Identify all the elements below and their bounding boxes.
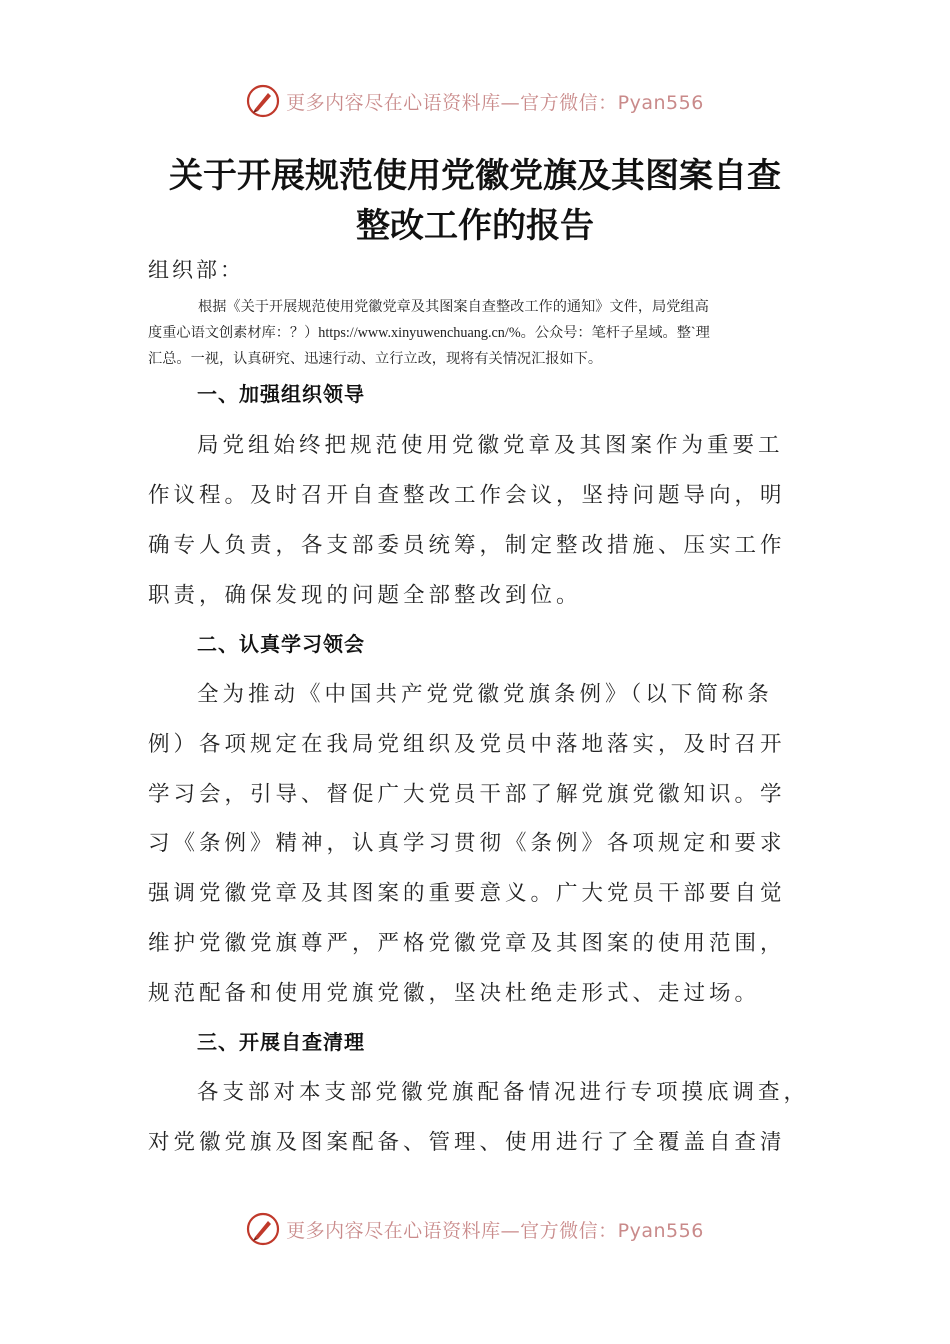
intro-line: 度重心语文创素材库：？）https://www.xinyuwenchuang.cn/%。公众号：笔杆子星域。整`理	[148, 325, 710, 341]
body-line: 例）各项规定在我局党组织及党员中落地落实，及时召开	[148, 732, 786, 757]
document-title-line-2: 整改工作的报告	[356, 206, 594, 246]
banner-text: 更多内容尽在心语资料库—官方微信：Pyan556	[286, 91, 704, 114]
intro-line: 汇总。一视，认真研究、迅速行动、立行立改，现将有关情况汇报如下。	[148, 351, 603, 367]
intro-line: 根据《关于开展规范使用党徽党章及其图案自查整改工作的通知》文件，局党组高	[198, 299, 709, 315]
banner-wechat-id: Pyan556	[617, 91, 704, 114]
body-line: 职责，确保发现的问题全部整改到位。	[148, 583, 582, 608]
section-heading: 三、开展自查清理	[197, 1030, 365, 1054]
section-heading: 一、加强组织领导	[197, 382, 365, 406]
body-line: 强调党徽党章及其图案的重要意义。广大党员干部要自觉	[148, 881, 786, 906]
section-heading: 二、认真学习领会	[197, 632, 365, 656]
body-line: 全为推动《中国共产党党徽党旗条例》（以下简称条	[197, 682, 773, 707]
body-line: 各支部对本支部党徽党旗配备情况进行专项摸底调查，	[197, 1080, 810, 1105]
body-line: 对党徽党旗及图案配备、管理、使用进行了全覆盖自查清	[148, 1130, 786, 1155]
body-line: 规范配备和使用党旗党徽，坚决杜绝走形式、走过场。	[148, 981, 761, 1006]
body-line: 维护党徽党旗尊严，严格党徽党章及其图案的使用范围，	[148, 931, 786, 956]
document-title-line-1: 关于开展规范使用党徽党旗及其图案自查	[169, 156, 781, 196]
body-line: 局党组始终把规范使用党徽党章及其图案作为重要工	[197, 433, 784, 458]
banner-wechat-id: Pyan556	[617, 1219, 704, 1242]
body-line: 作议程。及时召开自查整改工作会议，坚持问题导向，明	[148, 483, 786, 508]
pen-logo-icon	[246, 1212, 280, 1246]
body-line: 确专人负责，各支部委员统筹，制定整改措施、压实工作	[148, 533, 786, 558]
header-banner	[0, 84, 950, 118]
banner-text: 更多内容尽在心语资料库—官方微信：Pyan556	[286, 1219, 704, 1242]
footer-banner	[0, 1212, 950, 1246]
body-line: 学习会，引导、督促广大党员干部了解党旗党徽知识。学	[148, 782, 786, 807]
salutation: 组织部：	[148, 258, 244, 282]
pen-logo-icon	[246, 84, 280, 118]
body-line: 习《条例》精神，认真学习贯彻《条例》各项规定和要求	[148, 831, 786, 856]
